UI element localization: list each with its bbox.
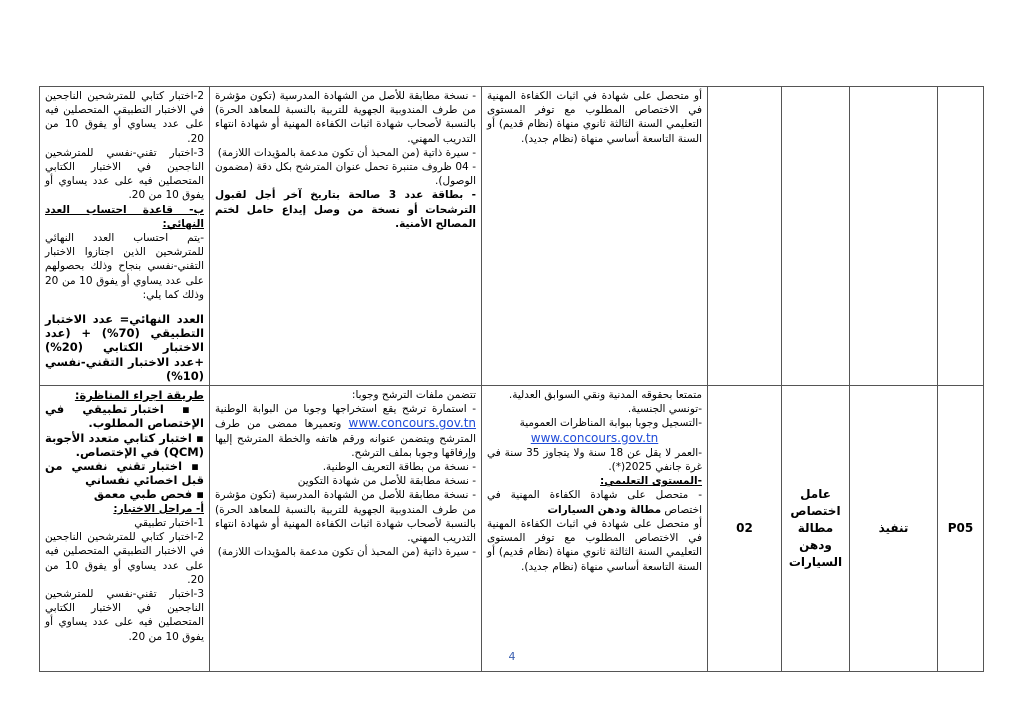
- list-item: ▪ اختبار تطبيقي في الإختصاص المطلوب.: [45, 402, 204, 431]
- document-item: - نسخة من بطاقة التعريف الوطنية.: [322, 461, 476, 474]
- stage-item: 2-اختبار كتابي للمترشحين الناجحين في الاختبار التطبيقي المتحصلين فيه على عدد يساوي أو يفوق 10 من 20.: [45, 531, 204, 586]
- document-item: - 04 ظروف متنبرة تحمل عنوان المترشح بكل دقة (مضمون الوصول).: [215, 161, 476, 188]
- condition-item: -التسجيل وجوبا ببوابة المناظرات العمومية: [519, 417, 702, 430]
- procedure-cell: [40, 386, 210, 672]
- specialty-cell: [782, 87, 850, 386]
- final-rule-title: ب- قاعدة احتساب العدد النهائي:: [45, 203, 204, 230]
- list-item: ▪ فحص طبي معمق: [93, 487, 204, 502]
- stage-item: 3-اختبار تقني-نفسي للمترشحين الناجحين في الاختبار الكتابي المتحصلين فيه على عدد يساوي أو يفوق 10 من 20.: [45, 146, 204, 202]
- list-item: ▪ اختبار كتابي متعدد الأجوبة (QCM) في الإختصاص.: [45, 430, 204, 459]
- condition-item: [487, 488, 702, 516]
- procedure-cell: [40, 87, 210, 386]
- document-item: - سيرة ذاتية (من المحبذ أن تكون مدعمة بالمؤيدات اللازمة): [217, 146, 476, 159]
- specialty-emphasis: مطالة ودهن السيارات: [547, 503, 662, 516]
- count-cell: 02: [708, 386, 782, 672]
- recruitment-table: [39, 86, 984, 672]
- stage-item: 1-اختبار تطبيقي: [134, 516, 204, 529]
- document-item: - بطاقة عدد 3 صالحة بتاريخ آخر أجل لقبول الترشحات أو نسخة من وصل إيداع حامل لختم المصالح الأمنية.: [215, 189, 477, 230]
- document-item: - نسخة مطابقة للأصل من شهادة التكوين: [297, 475, 476, 488]
- condition-item: متمتعا بحقوقه المدنية ونقي السوابق العدلية.: [508, 389, 702, 402]
- concours-portal-link[interactable]: www.concours.gov.tn: [348, 416, 477, 431]
- education-title: -المستوى التعليمي:: [600, 475, 702, 488]
- grade-cell: [850, 87, 938, 386]
- conditions-cell: [482, 386, 708, 672]
- conditions-cell: [482, 87, 708, 386]
- specialty-cell: عامل اختصاص مطالة ودهن السيارات: [782, 386, 850, 672]
- documents-cell: [210, 386, 482, 672]
- stages-title: أ- مراحل الاختبار:: [113, 502, 204, 515]
- count-cell: [708, 87, 782, 386]
- position-code-cell: [938, 87, 984, 386]
- condition-text: أو متحصل على شهادة في اثبات الكفاءة المهنية في الاختصاص المطلوب مع توفر المستوى التعليمي السنة الثالثة ثانوي منهاة (نظام قديم) أو السنة التاسعة أساسي منهاة (نظام جديد).: [487, 90, 702, 145]
- document-item: - سيرة ذاتية (من المحبذ أن تكون مدعمة بالمؤيدات اللازمة): [217, 546, 476, 559]
- table-row: [40, 87, 984, 386]
- stage-item: 3-اختبار تقني-نفسي للمترشحين الناجحين في الاختبار الكتابي المتحصلين فيه على عدد يساوي أو يفوق 10 من 20.: [45, 587, 204, 643]
- document-text: وتعميرها ممضى من طرف المترشح ويتضمن عنوانه ورقم هاتفه والخطة المترشح إليها وإرفاقها وجوبا بملف الترشح.: [215, 418, 476, 459]
- documents-intro: تتضمن ملفات الترشح وجوبا:: [351, 389, 476, 402]
- grade-cell: تنفيذ: [850, 386, 938, 672]
- procedure-list: [45, 402, 204, 501]
- procedure-title: طريقة اجراء المناظرة:: [74, 388, 204, 403]
- document-item: [215, 402, 476, 460]
- documents-cell: [210, 87, 482, 386]
- condition-item: -تونسي الجنسية.: [627, 403, 702, 416]
- table-row: [40, 386, 984, 672]
- condition-item: -العمر لا يقل عن 18 سنة ولا يتجاوز 35 سنة في غرة جانفي 2025(*).: [487, 446, 702, 474]
- page-number: 4: [508, 650, 516, 663]
- document-item: - نسخة مطابقة للأصل من الشهادة المدرسية (تكون مؤشرة من طرف المندوبية الجهوية للتربية بالنسبة للمعاهد الحرة) بالنسبة لأصحاب شهادة اثبات الكفاءة المهنية أو شهادة انتهاء التدريب المهني.: [215, 90, 476, 145]
- condition-item: أو متحصل على شهادة في اثبات الكفاءة المهنية في الاختصاص المطلوب مع توفر المستوى التعليمي السنة الثالثة ثانوي منهاة (نظام قديم) أو السنة التاسعة أساسي منهاة (نظام جديد).: [487, 517, 702, 573]
- education-text: - متحصل على شهادة الكفاءة المهنية في اختصاص: [487, 489, 702, 516]
- concours-portal-link[interactable]: www.concours.gov.tn: [530, 430, 659, 445]
- list-item: ▪ اختبار تقني نفسي من قبل اخصائي نفساني: [45, 459, 204, 488]
- position-code-cell: P05: [938, 386, 984, 672]
- document-text: - استمارة ترشح يقع استخراجها وجوبا من البوابة الوطنية: [215, 403, 476, 416]
- final-formula: العدد النهائي= عدد الاختبار التطبيقي (70%) + (عدد الاختبار الكتابي (20%) +عدد الاختبار التقني-نفسي (10%): [45, 312, 205, 383]
- document-item: - نسخة مطابقة للأصل من الشهادة المدرسية (تكون مؤشرة من طرف المندوبية الجهوية للتربية بالنسبة للمعاهد الحرة) بالنسبة لأصحاب شهادة اثبات الكفاءة المهنية أو شهادة انتهاء التدريب المهني.: [215, 489, 476, 545]
- final-rule-text: -يتم احتساب العدد النهائي للمترشحين الذين اجتازوا الاختبار التقني-نفسي بنجاح وذلك بحصولهم على عدد يساوي أو يفوق 10 من 20 وذلك كما يلي:: [45, 232, 204, 301]
- stage-item: 2-اختبار كتابي للمترشحين الناجحين في الاختبار التطبيقي المتحصلين فيه على عدد يساوي أو يفوق 10 من 20.: [45, 90, 204, 145]
